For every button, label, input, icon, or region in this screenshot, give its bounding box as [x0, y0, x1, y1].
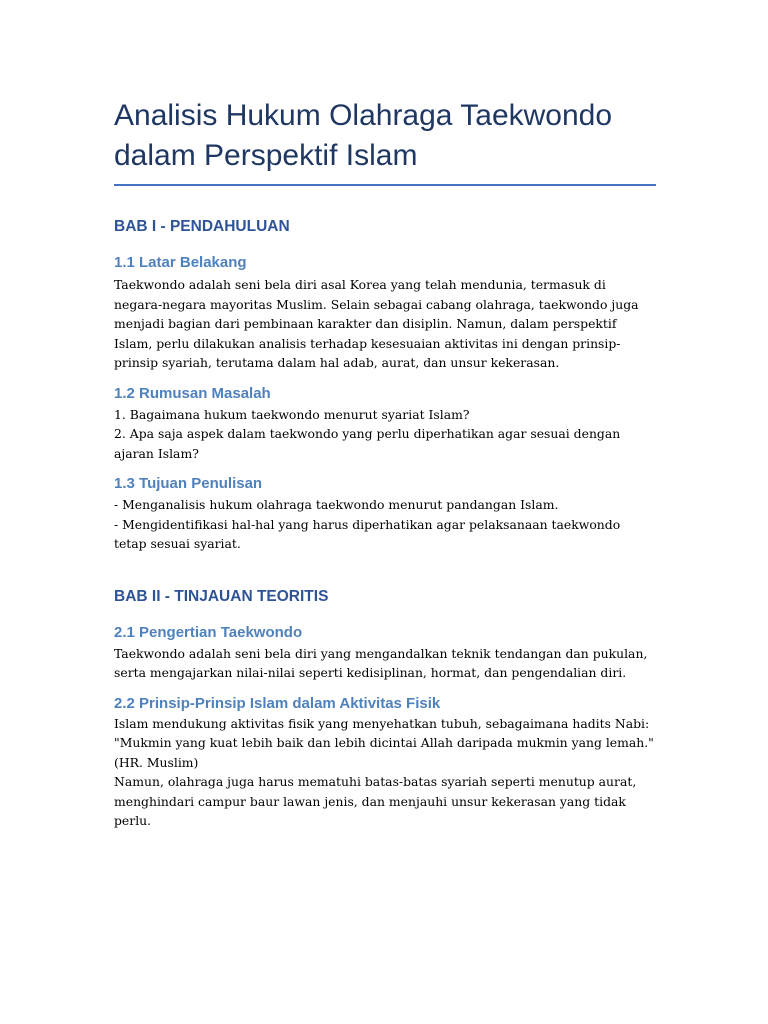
paragraph-line: Islam mendukung aktivitas fisik yang menyehatkan tubuh, sebagaimana hadits Nabi: "Mukmin yang kuat lebih baik dan lebih dicintai Allah daripada mukmin yang lemah." (HR. Muslim) [114, 715, 654, 770]
paragraph-line: - Mengidentifikasi hal-hal yang harus diperhatikan agar pelaksanaan taekwondo tetap sesuai syariat. [114, 516, 621, 551]
paragraph-line: - Menganalisis hukum olahraga taekwondo menurut pandangan Islam. [114, 497, 559, 512]
paragraph-line: Taekwondo adalah seni bela diri asal Korea yang telah mendunia, termasuk di negara-negara mayoritas Muslim. Selain sebagai cabang olahraga, taekwondo juga menjadi bagian dari pembinaan karakter dan disiplin. Namun, dalam perspektif Islam, perlu dilakukan analisis terhadap kesesuaian aktivitas ini dengan prinsip-prinsip syariah, terutama dalam hal adab, aurat, dan unsur kekerasan. [114, 277, 639, 370]
paragraph-line: 2. Apa saja aspek dalam taekwondo yang perlu diperhatikan agar sesuai dengan ajaran Islam? [114, 426, 621, 461]
paragraph-line: Taekwondo adalah seni bela diri yang mengandalkan teknik tendangan dan pukulan, serta mengajarkan nilai-nilai seperti kedisiplinan, hormat, dan pengendalian diri. [114, 645, 648, 680]
section-1-2-heading: 1.2 Rumusan Masalah [114, 384, 271, 402]
section-2-2-heading: 2.2 Prinsip-Prinsip Islam dalam Aktivitas Fisik [114, 694, 441, 712]
section-1-1-heading: 1.1 Latar Belakang [114, 254, 247, 271]
chapter-2-heading: BAB II - TINJAUAN TEORITIS [114, 587, 329, 605]
document-title: Analisis Hukum Olahraga Taekwondo dalam Perspektif Islam [114, 96, 656, 186]
paragraph-line: Namun, olahraga juga harus mematuhi batas-batas syariah seperti menutup aurat, menghindari campur baur lawan jenis, dan menjauhi unsur kekerasan yang tidak perlu. [114, 774, 637, 828]
section-1-2-paragraph [114, 405, 656, 464]
section-1-1-paragraph [114, 275, 656, 373]
section-1-3-paragraph [114, 495, 656, 554]
document-page [114, 96, 656, 831]
section-2-2-paragraph [114, 714, 656, 831]
section-2-1-heading: 2.1 Pengertian Taekwondo [114, 623, 303, 641]
section-2-1-paragraph [114, 644, 656, 683]
section-1-3-heading: 1.3 Tujuan Penulisan [114, 475, 263, 492]
paragraph-line: 1. Bagaimana hukum taekwondo menurut syariat Islam? [114, 406, 470, 422]
chapter-1-heading: BAB I - PENDAHULUAN [114, 218, 290, 235]
